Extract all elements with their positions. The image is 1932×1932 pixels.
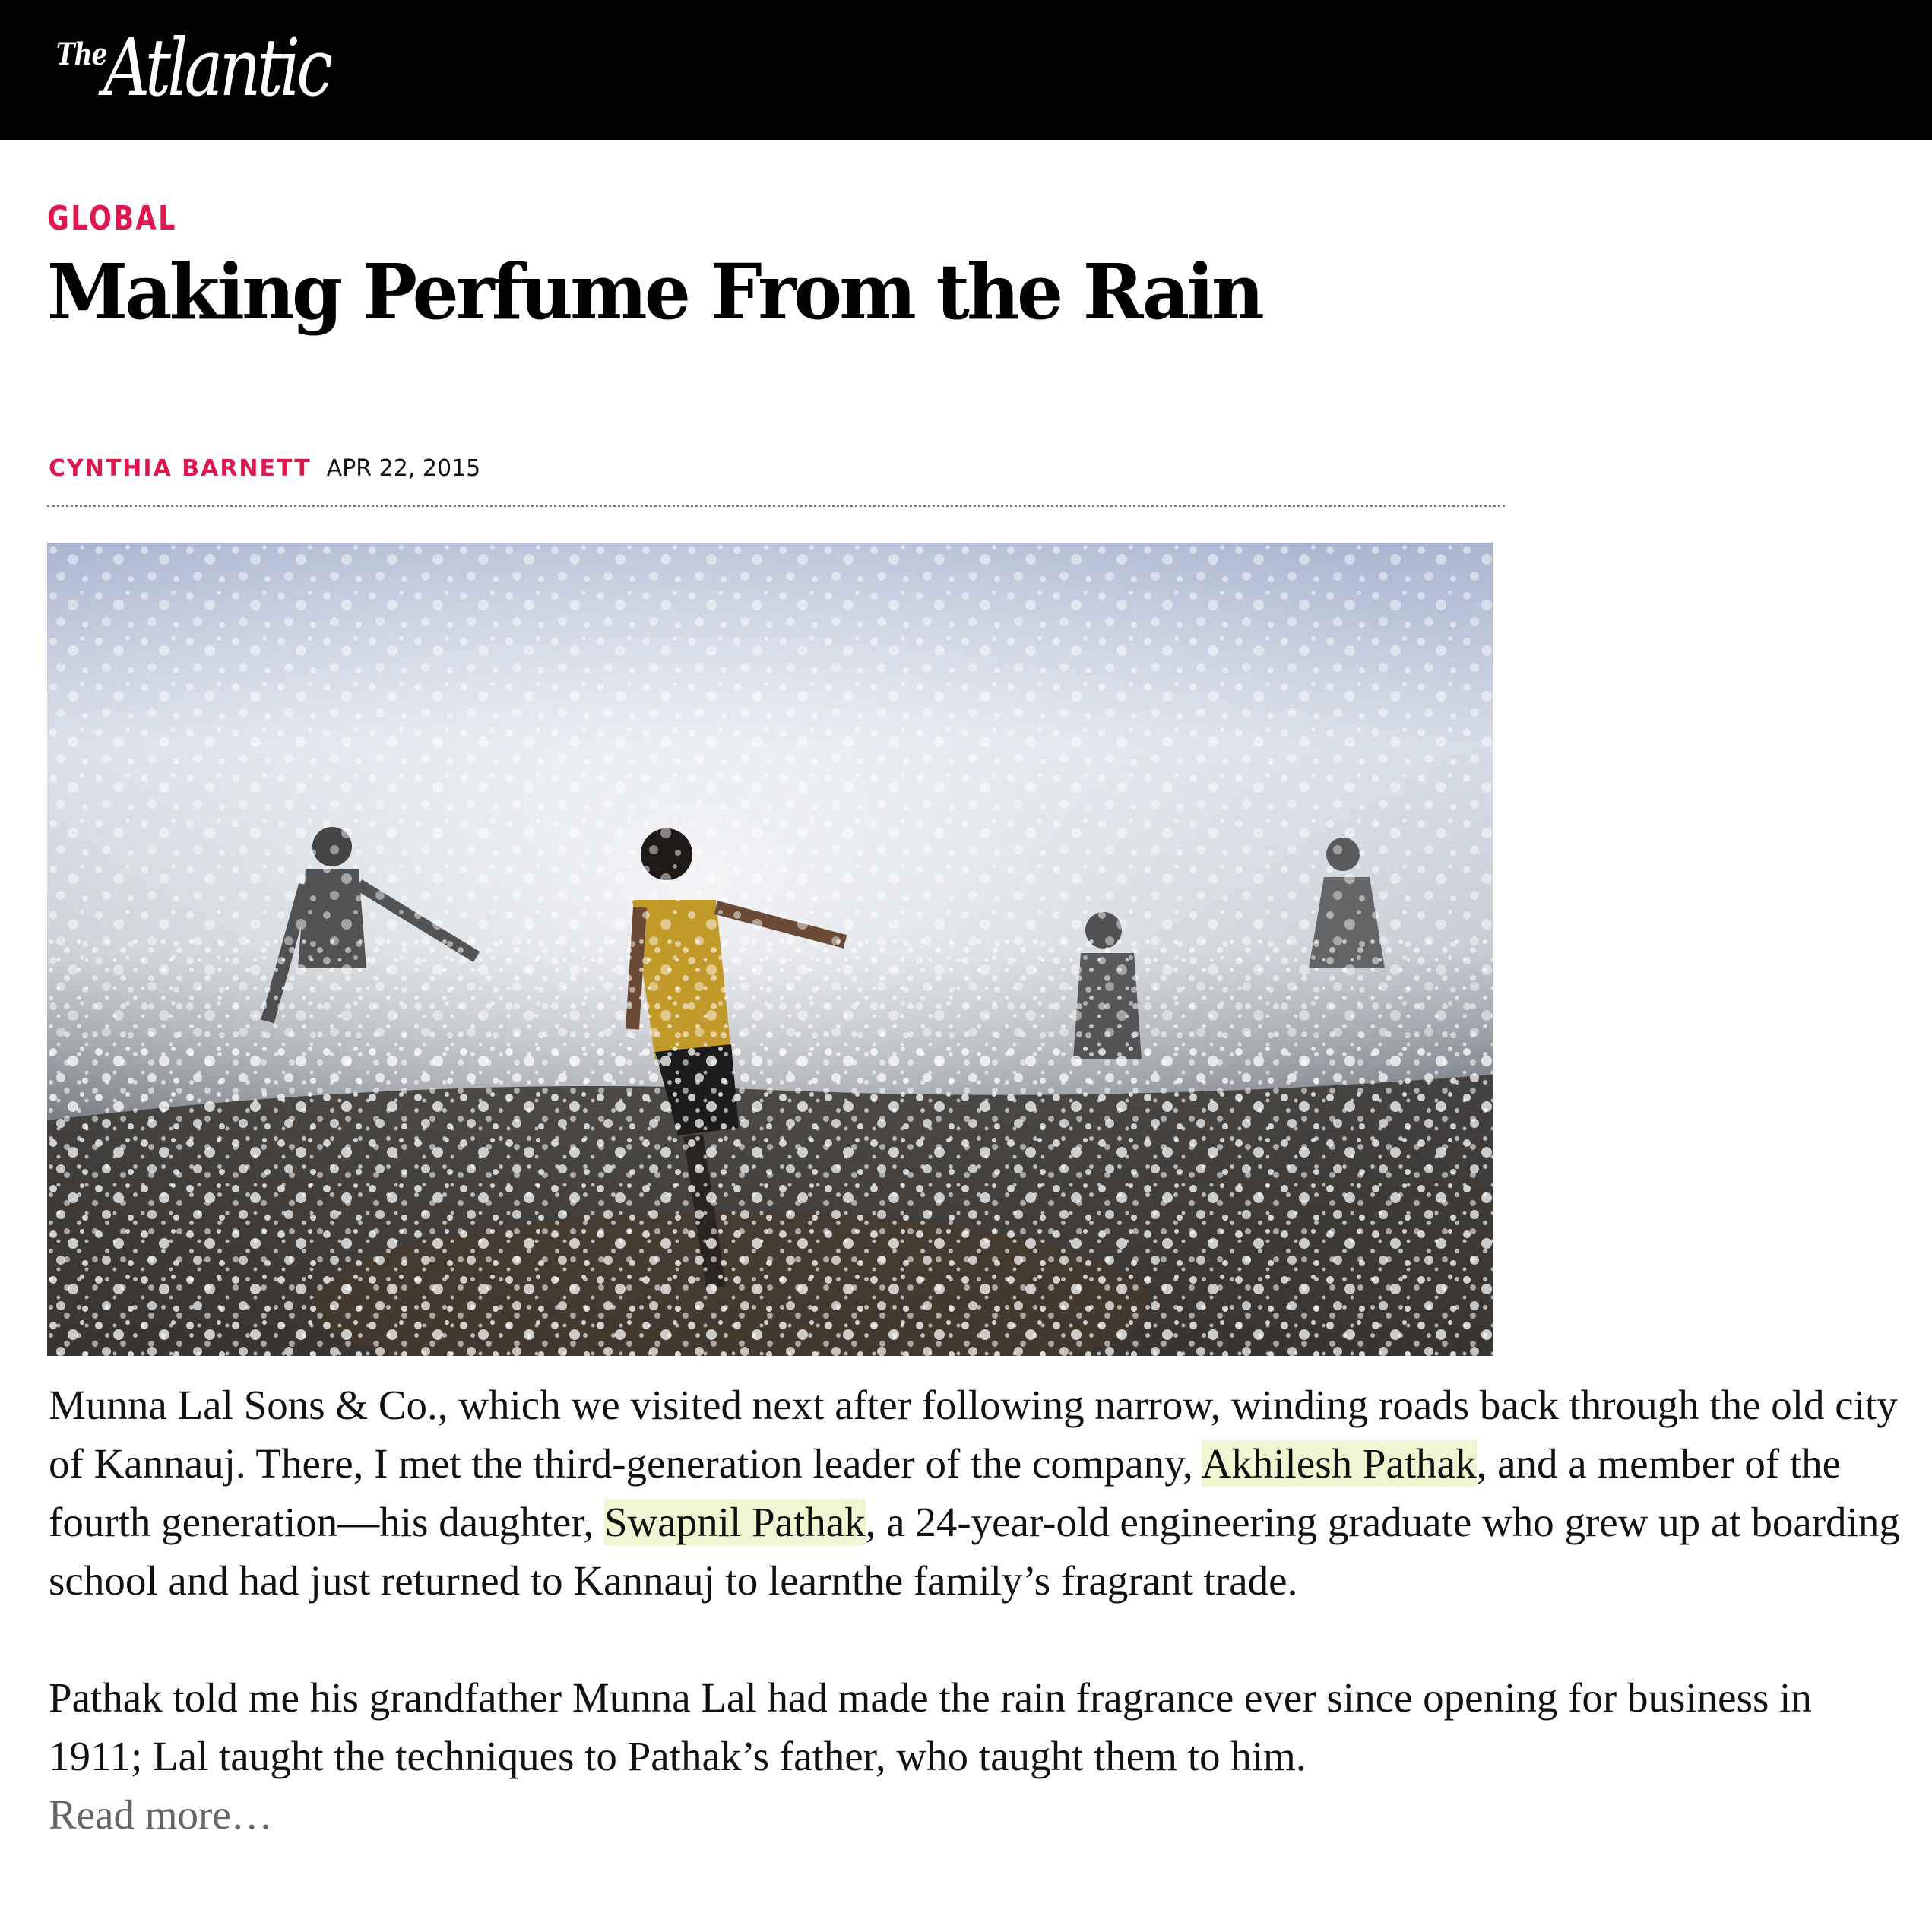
publish-date: APR 22, 2015 — [326, 455, 481, 482]
author-link[interactable]: CYNTHIA BARNETT — [49, 455, 312, 482]
byline — [49, 455, 480, 482]
section-label[interactable]: GLOBAL — [47, 199, 177, 238]
paragraph-1-part-2: , and a member of the fourth generation—his daughter, — [49, 1440, 1842, 1545]
highlight-akhilesh-pathak[interactable]: Akhilesh Pathak — [1201, 1440, 1477, 1487]
paragraph-1 — [49, 1376, 1903, 1610]
logo-the: The — [56, 36, 107, 72]
logo-name: Atlantic — [103, 21, 330, 114]
atlantic-logo[interactable] — [56, 21, 329, 114]
paragraph-1-part-3: , a 24-year-old engineering graduate who grew up at boarding school and had just returned to Kannauj to learnthe family’s fragrant trade. — [49, 1499, 1900, 1604]
article-body — [49, 1376, 1903, 1844]
paragraph-2-text: Pathak told me his grandfather Munna Lal had made the rain fragrance ever since opening for business in 1911; Lal taught the techniques to Pathak’s father, who taught them to him. — [49, 1674, 1812, 1779]
highlight-swapnil-pathak[interactable]: Swapnil Pathak — [603, 1499, 866, 1545]
read-more-link[interactable]: Read more… — [49, 1791, 273, 1838]
article-title: Making Perfume From the Rain — [47, 247, 1262, 337]
top-bar — [0, 0, 1932, 140]
article-photo — [47, 543, 1493, 1356]
paragraph-1-part-1: Munna Lal Sons & Co., which we visited next after following narrow, winding roads back through the old city of Kannauj. There, I met the third-generation leader of the company, — [49, 1382, 1898, 1487]
dotted-divider — [47, 505, 1505, 507]
paragraph-2 — [49, 1668, 1903, 1844]
